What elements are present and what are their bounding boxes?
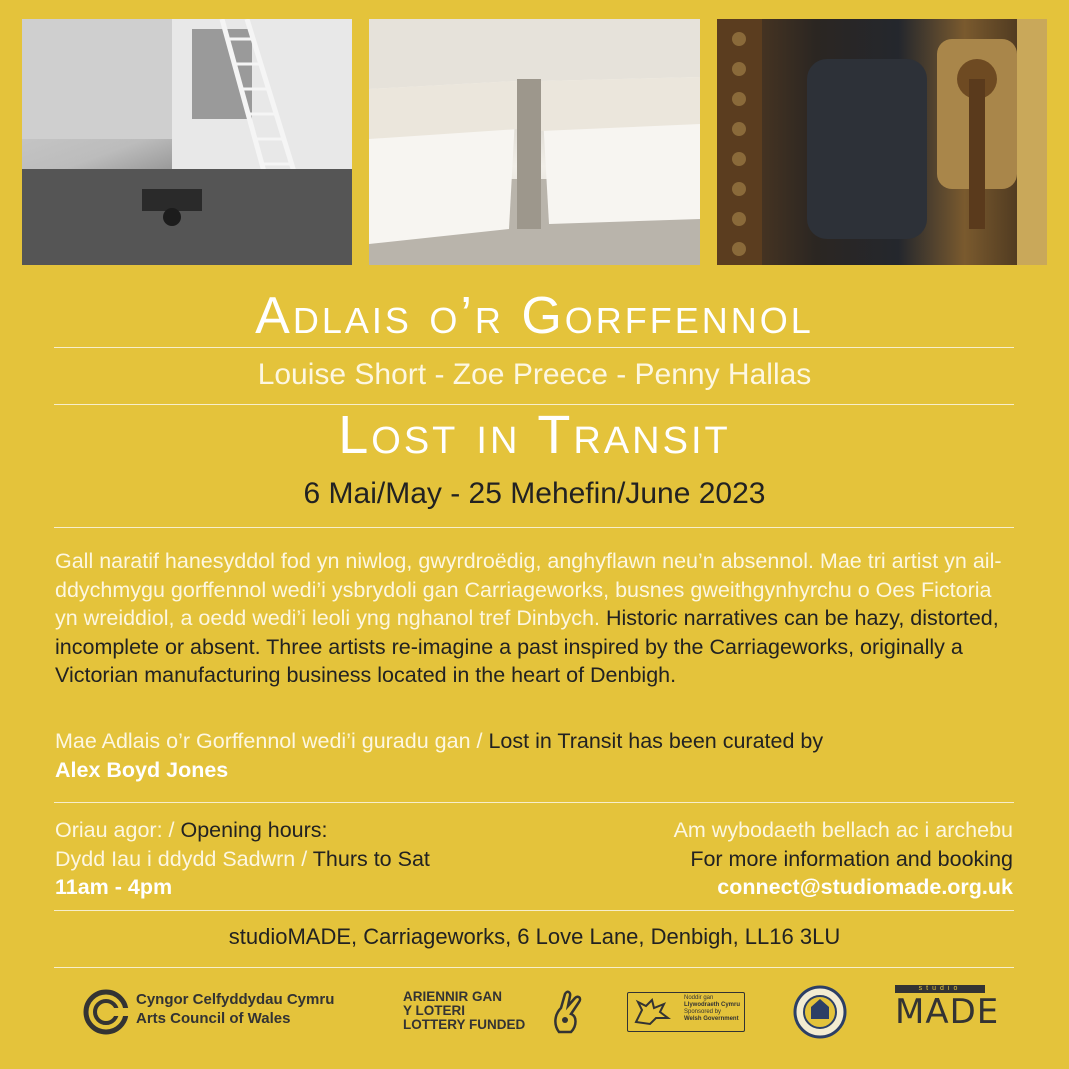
description-english: Historic narratives can be hazy, distorted, incomplete or absent. Three artists re-imagine a past inspired by the Carriageworks, originally a Victorian manufacturing business located in the heart of Denbigh. [55, 606, 999, 687]
photo-strip [22, 19, 1047, 265]
welsh-gov-cy-2: Llywodraeth Cymru [684, 1002, 741, 1008]
divider [54, 527, 1014, 528]
welsh-government-logo [627, 992, 745, 1032]
sponsor-logos [0, 982, 1069, 1042]
divider [54, 802, 1014, 803]
divider [54, 967, 1014, 968]
info-welsh: Am wybodaeth bellach ac i archebu [673, 818, 1013, 842]
days-welsh: Dydd Iau i ddydd Sadwrn / [55, 846, 313, 871]
lottery-line-1: ARIENNIR GAN [403, 989, 503, 1004]
description [55, 547, 1020, 690]
venue-address: studioMADE, Carriageworks, 6 Love Lane, Denbigh, LL16 3LU [228, 924, 841, 949]
welsh-dragon-icon [632, 996, 672, 1028]
divider [54, 910, 1014, 911]
hours-label-english: Opening hours: [180, 818, 328, 842]
photo-ladder-wall [22, 19, 352, 265]
welsh-gov-cy-1: Noddir gan [684, 995, 714, 1001]
opening-hours [55, 816, 555, 902]
studiomade-logo [895, 985, 1000, 1035]
english-title: Lost in Transit [338, 405, 731, 465]
arts-council-welsh: Cyngor Celfyddydau Cymru [136, 991, 335, 1008]
studio-label: studio [895, 985, 985, 993]
crossed-fingers-icon [549, 990, 585, 1039]
arts-council-logo-icon [82, 988, 130, 1041]
lottery-line-2: Y LOTERI [403, 1003, 466, 1018]
photo-rusty-metal [717, 19, 1047, 265]
curator-name: Alex Boyd Jones [55, 757, 229, 782]
photo-white-blocks [369, 19, 700, 265]
opening-time: 11am - 4pm [55, 875, 173, 899]
lottery-logo [403, 990, 525, 1032]
arts-council-logo [136, 990, 334, 1028]
curator-welsh: Mae Adlais o’r Gorffennol wedi’i guradu gan / [55, 729, 489, 753]
welsh-gov-en-1: Sponsored by [684, 1009, 722, 1015]
curator-english: Lost in Transit has been curated by [488, 729, 824, 753]
description-welsh: Gall naratif hanesyddol fod yn niwlog, gwyrdroëdig, anghyflawn neu’n absennol. Mae tri artist yn ail-ddychmygu gorffennol wedi’i ysbrydoli gan Carriageworks, busnes gweithgynhyrchu o Oes Fictoria yn wreiddiol, a oedd wedi’i leoli yng nghanol tref Dinbych. [55, 549, 1002, 630]
artists: Louise Short - Zoe Preece - Penny Hallas [257, 358, 812, 391]
welsh-title: Adlais o’r Gorffennol [255, 287, 814, 345]
made-label: MADE [895, 992, 1000, 1032]
town-council-seal-icon [793, 985, 847, 1044]
info-english: For more information and booking [690, 846, 1013, 871]
arts-council-english: Arts Council of Wales [136, 1010, 291, 1027]
curator-credit [55, 727, 1020, 784]
contact-email-link[interactable]: connect@studiomade.org.uk [717, 875, 1013, 899]
booking-info [493, 816, 1013, 902]
exhibition-dates: 6 Mai/May - 25 Mehefin/June 2023 [303, 477, 766, 510]
days-english: Thurs to Sat [312, 846, 430, 871]
welsh-gov-en-2: Welsh Government [684, 1016, 739, 1022]
divider [54, 347, 1014, 348]
lottery-line-3: LOTTERY FUNDED [403, 1017, 526, 1032]
hours-label-welsh: Oriau agor: / [55, 818, 181, 842]
